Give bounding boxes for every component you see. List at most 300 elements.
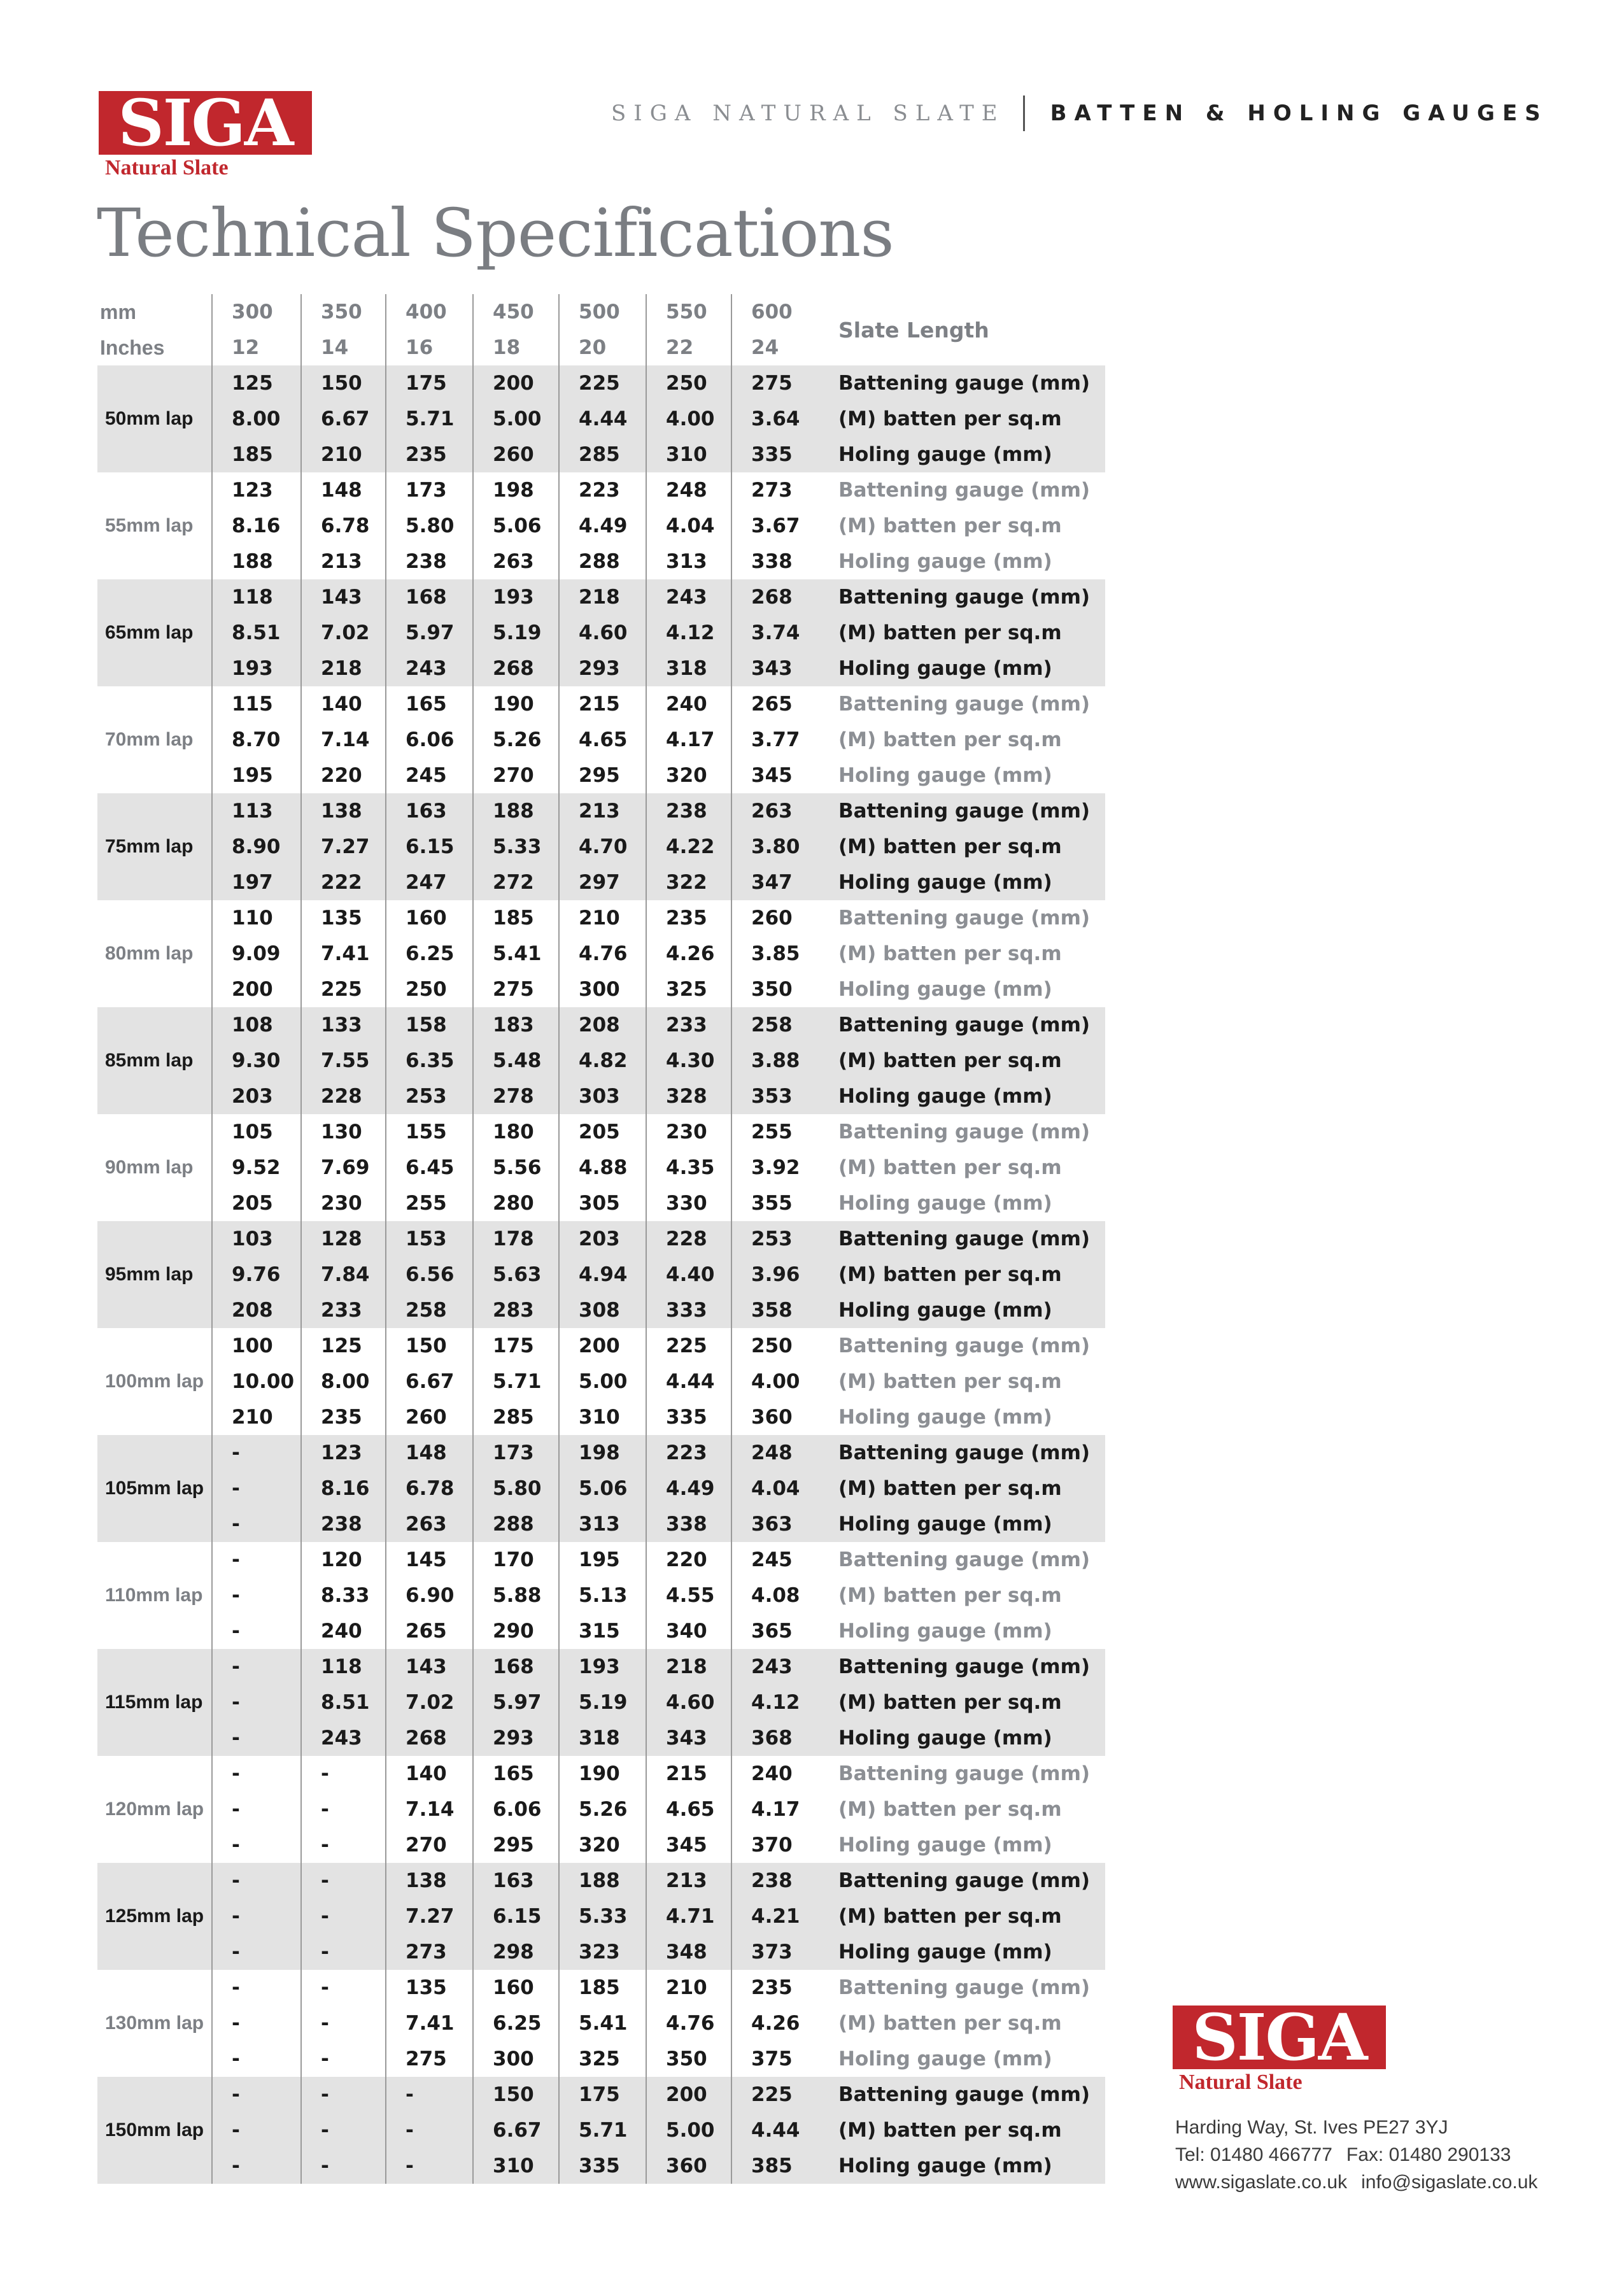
page-title: Technical Specifications	[97, 194, 894, 272]
battening-gauge-value: 243	[646, 579, 731, 615]
table-row	[97, 1970, 1105, 2006]
holing-gauge-value: 233	[301, 1292, 386, 1328]
batten-per-sqm-label: (M) batten per sq.m	[838, 1584, 1062, 1607]
holing-gauge-value: 335	[646, 1399, 731, 1435]
footer-logo-mark: SIGA	[1173, 2006, 1386, 2069]
batten-per-sqm-value: 6.56	[386, 1257, 473, 1292]
holing-gauge-value: 250	[386, 972, 473, 1007]
batten-per-sqm-value: 5.19	[473, 615, 559, 651]
holing-gauge-value: 343	[646, 1720, 731, 1756]
siga-logo	[99, 85, 312, 180]
holing-gauge-value: 310	[473, 2148, 559, 2184]
battening-gauge-value: 230	[646, 1114, 731, 1150]
table-row	[97, 1114, 1105, 1150]
battening-gauge-value: 265	[731, 686, 819, 722]
battening-gauge-value: 250	[731, 1328, 819, 1364]
table-row	[97, 1471, 1105, 1506]
battening-gauge-value: 185	[473, 900, 559, 936]
holing-gauge-value: 323	[559, 1934, 646, 1970]
lap-label: 75mm lap	[97, 793, 212, 900]
batten-per-sqm-value: 8.51	[301, 1685, 386, 1720]
table-row	[97, 1221, 1105, 1257]
batten-per-sqm-value: 6.15	[386, 829, 473, 865]
battening-gauge-value: 173	[473, 1435, 559, 1471]
table-row	[97, 900, 1105, 936]
table-row	[97, 1435, 1105, 1471]
battening-gauge-value: -	[301, 1863, 386, 1899]
battening-gauge-value: 160	[386, 900, 473, 936]
siga-footer-logo	[1173, 2000, 1386, 2095]
holing-gauge-value: 265	[386, 1613, 473, 1649]
batten-per-sqm-value: 7.02	[386, 1685, 473, 1720]
batten-per-sqm-label: (M) batten per sq.m	[819, 615, 1105, 651]
table-row	[97, 1364, 1105, 1399]
battening-gauge-label: Battening gauge (mm)	[838, 1548, 1091, 1571]
batten-per-sqm-value: 7.84	[301, 1257, 386, 1292]
battening-gauge-value: 138	[386, 1863, 473, 1899]
lap-label: 115mm lap	[97, 1649, 212, 1756]
batten-per-sqm-value: 8.51	[212, 615, 301, 651]
battening-gauge-label: Battening gauge (mm)	[838, 1762, 1091, 1785]
batten-per-sqm-value: -	[301, 2006, 386, 2041]
battening-gauge-value: 130	[301, 1114, 386, 1150]
holing-gauge-value: 210	[212, 1399, 301, 1435]
holing-gauge-value: 368	[731, 1720, 819, 1756]
holing-gauge-label: Holing gauge (mm)	[838, 764, 1052, 787]
header-row-mm	[97, 294, 1105, 330]
holing-gauge-label: Holing gauge (mm)	[838, 1406, 1052, 1429]
holing-gauge-value: 278	[473, 1079, 559, 1114]
holing-gauge-value: 385	[731, 2148, 819, 2184]
batten-per-sqm-value: 4.60	[646, 1685, 731, 1720]
battening-gauge-value: 235	[646, 900, 731, 936]
holing-gauge-value: 238	[301, 1506, 386, 1542]
holing-gauge-value: 338	[646, 1506, 731, 1542]
table-row	[97, 1185, 1105, 1221]
battening-gauge-value: 190	[559, 1756, 646, 1792]
battening-gauge-value: 225	[731, 2077, 819, 2112]
battening-gauge-value: 218	[646, 1649, 731, 1685]
holing-gauge-value: 295	[559, 758, 646, 793]
battening-gauge-label: Battening gauge (mm)	[819, 1863, 1105, 1899]
holing-gauge-value: 298	[473, 1934, 559, 1970]
batten-per-sqm-value: 4.08	[731, 1578, 819, 1613]
battening-gauge-value: 140	[301, 686, 386, 722]
holing-gauge-value: 285	[559, 437, 646, 472]
battening-gauge-value: 148	[386, 1435, 473, 1471]
battening-gauge-value: -	[212, 1435, 301, 1471]
table-row	[97, 1328, 1105, 1364]
holing-gauge-value: 213	[301, 544, 386, 579]
batten-per-sqm-value: 5.41	[473, 936, 559, 972]
battening-gauge-value: 238	[646, 793, 731, 829]
batten-per-sqm-value: 6.67	[301, 401, 386, 437]
batten-per-sqm-value: 5.80	[473, 1471, 559, 1506]
holing-gauge-value: 288	[559, 544, 646, 579]
battening-gauge-value: 128	[301, 1221, 386, 1257]
holing-gauge-value: 345	[646, 1827, 731, 1863]
holing-gauge-value: 188	[212, 544, 301, 579]
holing-gauge-value: 210	[301, 437, 386, 472]
holing-gauge-value: 320	[559, 1827, 646, 1863]
table-row	[97, 1863, 1105, 1899]
batten-per-sqm-value: 7.41	[386, 2006, 473, 2041]
lap-label: 55mm lap	[105, 515, 194, 536]
inches-value: 16	[386, 330, 473, 365]
holing-gauge-value: 338	[731, 544, 819, 579]
table-row	[97, 686, 1105, 722]
table-row	[97, 2148, 1105, 2184]
batten-per-sqm-value: 8.33	[301, 1578, 386, 1613]
battening-gauge-value: 123	[212, 472, 301, 508]
battening-gauge-value: 168	[473, 1649, 559, 1685]
contact-web-line	[1175, 2168, 1537, 2196]
contact-phone-line	[1175, 2141, 1537, 2168]
holing-gauge-value: 320	[646, 758, 731, 793]
batten-per-sqm-value: 4.21	[731, 1899, 819, 1934]
battening-gauge-value: 250	[646, 365, 731, 401]
batten-per-sqm-value: 5.97	[473, 1685, 559, 1720]
holing-gauge-value: 255	[386, 1185, 473, 1221]
battening-gauge-value: 195	[559, 1542, 646, 1578]
holing-gauge-value: 290	[473, 1613, 559, 1649]
battening-gauge-label: Battening gauge (mm)	[838, 479, 1091, 502]
batten-per-sqm-label: (M) batten per sq.m	[819, 1471, 1105, 1506]
batten-per-sqm-value: 5.00	[473, 401, 559, 437]
batten-per-sqm-label: (M) batten per sq.m	[838, 1370, 1062, 1393]
holing-gauge-value: 318	[559, 1720, 646, 1756]
battening-gauge-value: 258	[731, 1007, 819, 1043]
batten-per-sqm-value: 4.65	[646, 1792, 731, 1827]
batten-per-sqm-value: 9.30	[212, 1043, 301, 1079]
batten-per-sqm-value: 4.44	[731, 2112, 819, 2148]
batten-per-sqm-value: 7.02	[301, 615, 386, 651]
battening-gauge-value: 238	[731, 1863, 819, 1899]
holing-gauge-value: 200	[212, 972, 301, 1007]
batten-per-sqm-value: 9.09	[212, 936, 301, 972]
batten-per-sqm-value: 5.13	[559, 1578, 646, 1613]
holing-gauge-value: -	[212, 1506, 301, 1542]
batten-per-sqm-value: -	[212, 1578, 301, 1613]
battening-gauge-value: 153	[386, 1221, 473, 1257]
batten-per-sqm-value: 3.67	[731, 508, 819, 544]
holing-gauge-value: 263	[473, 544, 559, 579]
batten-per-sqm-value: 3.64	[731, 401, 819, 437]
holing-gauge-label: Holing gauge (mm)	[819, 437, 1105, 472]
holing-gauge-value: 373	[731, 1934, 819, 1970]
contact-website[interactable]: www.sigaslate.co.uk	[1175, 2172, 1348, 2193]
holing-gauge-value: 247	[386, 865, 473, 900]
holing-gauge-value: 345	[731, 758, 819, 793]
holing-gauge-value: 355	[731, 1185, 819, 1221]
battening-gauge-value: 253	[731, 1221, 819, 1257]
holing-gauge-value: 185	[212, 437, 301, 472]
lap-label: 150mm lap	[97, 2077, 212, 2184]
table-row	[97, 936, 1105, 972]
table-row	[97, 829, 1105, 865]
holing-gauge-value: 293	[559, 651, 646, 686]
batten-per-sqm-value: 4.49	[646, 1471, 731, 1506]
battening-gauge-value: 175	[386, 365, 473, 401]
battening-gauge-value: 193	[473, 579, 559, 615]
holing-gauge-value: -	[212, 1720, 301, 1756]
batten-per-sqm-value: 6.06	[386, 722, 473, 758]
battening-gauge-value: 240	[731, 1756, 819, 1792]
lap-label: 125mm lap	[97, 1863, 212, 1970]
batten-per-sqm-label: (M) batten per sq.m	[819, 1257, 1105, 1292]
battening-gauge-value: 175	[559, 2077, 646, 2112]
table-row	[97, 2006, 1105, 2041]
batten-per-sqm-value: 8.16	[301, 1471, 386, 1506]
battening-gauge-value: 135	[301, 900, 386, 936]
battening-gauge-value: 125	[212, 365, 301, 401]
holing-gauge-value: 310	[559, 1399, 646, 1435]
holing-gauge-value: 193	[212, 651, 301, 686]
holing-gauge-value: 260	[473, 437, 559, 472]
holing-gauge-value: 363	[731, 1506, 819, 1542]
battening-gauge-value: 205	[559, 1114, 646, 1150]
holing-gauge-label: Holing gauge (mm)	[819, 1934, 1105, 1970]
battening-gauge-value: 215	[646, 1756, 731, 1792]
mm-value: 500	[559, 294, 646, 330]
batten-per-sqm-label: (M) batten per sq.m	[838, 1798, 1062, 1821]
batten-per-sqm-value: 5.88	[473, 1578, 559, 1613]
holing-gauge-value: -	[301, 2148, 386, 2184]
table-row	[97, 508, 1105, 544]
holing-gauge-value: 325	[559, 2041, 646, 2077]
holing-gauge-label: Holing gauge (mm)	[819, 2148, 1105, 2184]
batten-per-sqm-value: 4.22	[646, 829, 731, 865]
battening-gauge-value: 198	[473, 472, 559, 508]
holing-gauge-value: 268	[386, 1720, 473, 1756]
batten-per-sqm-value: 4.12	[646, 615, 731, 651]
table-row	[97, 615, 1105, 651]
table-row	[97, 401, 1105, 437]
battening-gauge-value: 155	[386, 1114, 473, 1150]
holing-gauge-value: -	[301, 1827, 386, 1863]
holing-gauge-label: Holing gauge (mm)	[819, 1079, 1105, 1114]
battening-gauge-value: 203	[559, 1221, 646, 1257]
holing-gauge-value: 328	[646, 1079, 731, 1114]
holing-gauge-value: 333	[646, 1292, 731, 1328]
holing-gauge-value: 272	[473, 865, 559, 900]
battening-gauge-value: 160	[473, 1970, 559, 2006]
battening-gauge-value: 223	[559, 472, 646, 508]
batten-per-sqm-value: 6.78	[301, 508, 386, 544]
battening-gauge-value: 135	[386, 1970, 473, 2006]
battening-gauge-label: Battening gauge (mm)	[819, 1221, 1105, 1257]
batten-per-sqm-value: 5.97	[386, 615, 473, 651]
slate-length-label: Slate Length	[838, 317, 989, 343]
holing-gauge-value: 350	[731, 972, 819, 1007]
holing-gauge-value: 270	[386, 1827, 473, 1863]
holing-gauge-value: -	[212, 1613, 301, 1649]
holing-gauge-label: Holing gauge (mm)	[819, 1720, 1105, 1756]
batten-per-sqm-value: 3.92	[731, 1150, 819, 1185]
table-row	[97, 579, 1105, 615]
holing-gauge-label: Holing gauge (mm)	[819, 1506, 1105, 1542]
battening-gauge-value: 110	[212, 900, 301, 936]
battening-gauge-value: 150	[473, 2077, 559, 2112]
table-row	[97, 651, 1105, 686]
battening-gauge-label: Battening gauge (mm)	[838, 1334, 1091, 1357]
battening-gauge-value: -	[301, 1756, 386, 1792]
batten-per-sqm-value: 5.33	[559, 1899, 646, 1934]
battening-gauge-value: -	[212, 1649, 301, 1685]
batten-per-sqm-value: 5.63	[473, 1257, 559, 1292]
table-row	[97, 1685, 1105, 1720]
batten-per-sqm-value: 5.48	[473, 1043, 559, 1079]
batten-per-sqm-value: 7.14	[301, 722, 386, 758]
batten-per-sqm-label: (M) batten per sq.m	[819, 1899, 1105, 1934]
batten-per-sqm-value: 6.35	[386, 1043, 473, 1079]
batten-per-sqm-value: 4.94	[559, 1257, 646, 1292]
battening-gauge-value: 178	[473, 1221, 559, 1257]
battening-gauge-value: 183	[473, 1007, 559, 1043]
table-row	[97, 1792, 1105, 1827]
batten-per-sqm-label: (M) batten per sq.m	[819, 1043, 1105, 1079]
mm-value: 450	[473, 294, 559, 330]
batten-per-sqm-value: 5.71	[559, 2112, 646, 2148]
battening-gauge-label: Battening gauge (mm)	[838, 1121, 1091, 1143]
battening-gauge-value: 213	[646, 1863, 731, 1899]
batten-per-sqm-value: 4.04	[731, 1471, 819, 1506]
batten-per-sqm-value: 4.82	[559, 1043, 646, 1079]
holing-gauge-value: -	[301, 2041, 386, 2077]
inches-value: 14	[301, 330, 386, 365]
holing-gauge-value: 305	[559, 1185, 646, 1221]
table-row	[97, 2077, 1105, 2112]
battening-gauge-label: Battening gauge (mm)	[819, 2077, 1105, 2112]
table-row	[97, 1292, 1105, 1328]
battening-gauge-value: 113	[212, 793, 301, 829]
battening-gauge-value: 198	[559, 1435, 646, 1471]
table-row	[97, 1899, 1105, 1934]
table-row	[97, 1578, 1105, 1613]
battening-gauge-value: 118	[212, 579, 301, 615]
batten-per-sqm-value: 6.90	[386, 1578, 473, 1613]
batten-per-sqm-label: (M) batten per sq.m	[838, 514, 1062, 537]
battening-gauge-value: 158	[386, 1007, 473, 1043]
table-row	[97, 1257, 1105, 1292]
table-row	[97, 1150, 1105, 1185]
holing-gauge-value: 315	[559, 1613, 646, 1649]
holing-gauge-value: 230	[301, 1185, 386, 1221]
table-row	[97, 1007, 1105, 1043]
battening-gauge-value: 180	[473, 1114, 559, 1150]
batten-per-sqm-value: 4.00	[646, 401, 731, 437]
battening-gauge-value: 108	[212, 1007, 301, 1043]
battening-gauge-value: 193	[559, 1649, 646, 1685]
logo-subtitle: Natural Slate	[105, 156, 229, 180]
holing-gauge-value: -	[212, 2148, 301, 2184]
table-row	[97, 1934, 1105, 1970]
holing-gauge-value: 313	[646, 544, 731, 579]
header-section: BATTEN & HOLING GAUGES	[1050, 101, 1548, 126]
batten-per-sqm-value: 4.17	[646, 722, 731, 758]
table-row	[97, 1756, 1105, 1792]
holing-gauge-value: 350	[646, 2041, 731, 2077]
holing-gauge-value: -	[301, 1934, 386, 1970]
batten-per-sqm-value: -	[386, 2112, 473, 2148]
holing-gauge-value: 318	[646, 651, 731, 686]
mm-value: 300	[212, 294, 301, 330]
holing-gauge-value: 330	[646, 1185, 731, 1221]
battening-gauge-value: 228	[646, 1221, 731, 1257]
table-row	[97, 1079, 1105, 1114]
battening-gauge-value: -	[301, 1970, 386, 2006]
batten-per-sqm-value: 4.17	[731, 1792, 819, 1827]
table-row	[97, 1043, 1105, 1079]
table-row	[97, 472, 1105, 508]
battening-gauge-value: 185	[559, 1970, 646, 2006]
batten-per-sqm-value: 4.76	[559, 936, 646, 972]
lap-label: 95mm lap	[97, 1221, 212, 1328]
batten-per-sqm-value: 5.41	[559, 2006, 646, 2041]
mm-value: 550	[646, 294, 731, 330]
holing-gauge-value: 195	[212, 758, 301, 793]
lap-label: 110mm lap	[105, 1585, 203, 1606]
inches-value: 12	[212, 330, 301, 365]
holing-gauge-value: 203	[212, 1079, 301, 1114]
battening-gauge-value: 105	[212, 1114, 301, 1150]
batten-per-sqm-value: 5.56	[473, 1150, 559, 1185]
batten-per-sqm-label: (M) batten per sq.m	[838, 728, 1062, 751]
batten-per-sqm-value: -	[301, 1899, 386, 1934]
holing-gauge-value: 270	[473, 758, 559, 793]
battening-gauge-value: 188	[559, 1863, 646, 1899]
holing-gauge-label: Holing gauge (mm)	[838, 978, 1052, 1001]
holing-gauge-value: 293	[473, 1720, 559, 1756]
battening-gauge-value: 100	[212, 1328, 301, 1364]
holing-gauge-value: 300	[473, 2041, 559, 2077]
holing-gauge-value: 360	[731, 1399, 819, 1435]
holing-gauge-value: 335	[731, 437, 819, 472]
battening-gauge-value: 115	[212, 686, 301, 722]
battening-gauge-value: 260	[731, 900, 819, 936]
logo-mark: SIGA	[99, 91, 312, 155]
batten-per-sqm-value: 6.78	[386, 1471, 473, 1506]
battening-gauge-value: 103	[212, 1221, 301, 1257]
holing-gauge-value: 258	[386, 1292, 473, 1328]
contact-email[interactable]: info@sigaslate.co.uk	[1361, 2172, 1538, 2193]
battening-gauge-value: 208	[559, 1007, 646, 1043]
holing-gauge-value: 322	[646, 865, 731, 900]
battening-gauge-label: Battening gauge (mm)	[819, 365, 1105, 401]
battening-gauge-value: 143	[386, 1649, 473, 1685]
batten-per-sqm-value: 4.70	[559, 829, 646, 865]
batten-per-sqm-value: -	[212, 1792, 301, 1827]
battening-gauge-value: 248	[646, 472, 731, 508]
holing-gauge-value: 297	[559, 865, 646, 900]
holing-gauge-value: 360	[646, 2148, 731, 2184]
batten-per-sqm-label: (M) batten per sq.m	[838, 1156, 1062, 1179]
batten-per-sqm-value: 4.44	[646, 1364, 731, 1399]
batten-per-sqm-value: 5.06	[473, 508, 559, 544]
mm-value: 400	[386, 294, 473, 330]
inches-value: 20	[559, 330, 646, 365]
battening-gauge-value: 175	[473, 1328, 559, 1364]
batten-per-sqm-label: (M) batten per sq.m	[819, 401, 1105, 437]
battening-gauge-label: Battening gauge (mm)	[819, 1435, 1105, 1471]
page-header	[611, 96, 1548, 131]
batten-per-sqm-value: -	[212, 2006, 301, 2041]
battening-gauge-value: 200	[646, 2077, 731, 2112]
holing-gauge-value: -	[212, 1827, 301, 1863]
battening-gauge-value: 165	[386, 686, 473, 722]
holing-gauge-label: Holing gauge (mm)	[838, 2048, 1052, 2070]
battening-gauge-value: -	[386, 2077, 473, 2112]
